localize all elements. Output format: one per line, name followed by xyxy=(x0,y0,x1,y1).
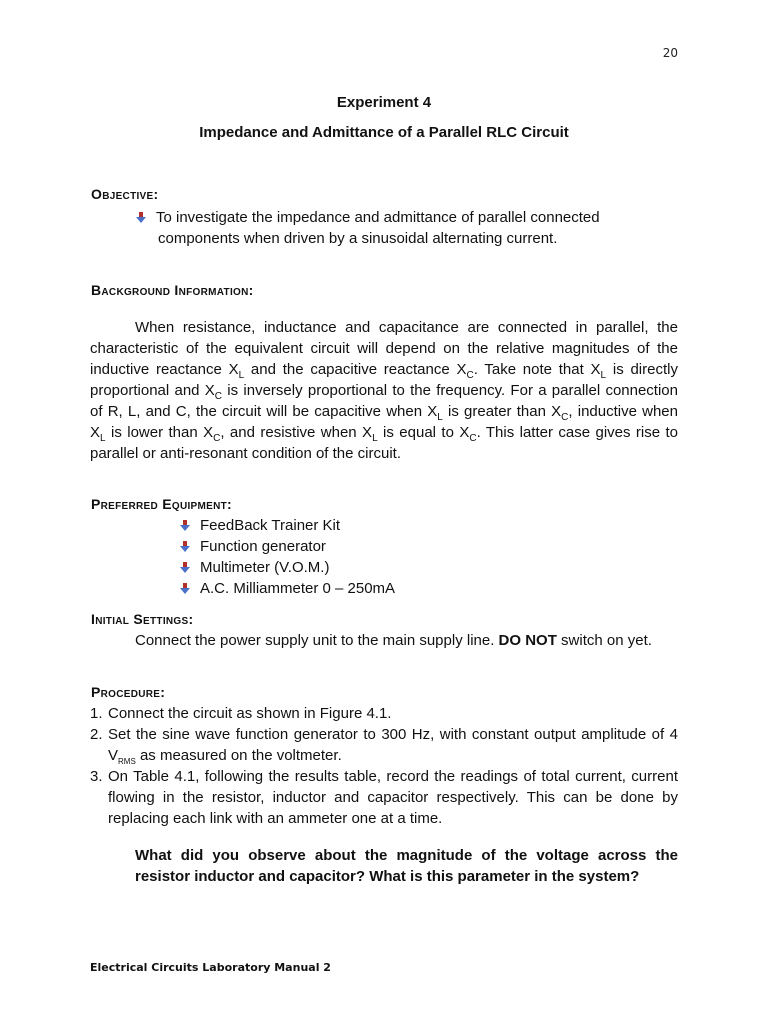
list-item: FeedBack Trainer Kit xyxy=(180,515,395,536)
background-paragraph: When resistance, inductance and capacitance are connected in parallel, the characteristic of the equivalent circuit will depend on the relative magnitudes of the inductive reactance $X_L$ and the capacitive reactance $X_C$. Take note that $X_L$ is directly proportional and $X_C$ is inversely proportional to the frequency. For a parallel connection of R, L, and C, the circuit will be capacitive when $X_L$ is greater than $X_C$, inductive when $X_L$ is lower than $X_C$, and resistive when $X_L$ is equal to $X_C$. This latter case gives rise to parallel or anti-resonant condition of the circuit. xyxy=(90,319,679,462)
bullet-arrow-icon xyxy=(180,583,190,594)
bullet-arrow-icon xyxy=(180,562,190,573)
question-text: What did you observe about the magnitude of the voltage across the resistor inductor and capacitor? What is this parameter in the system? xyxy=(135,847,678,885)
objective-heading: Objective: xyxy=(91,186,159,202)
bullet-arrow-icon xyxy=(180,541,190,552)
list-item: 1. Connect the circuit as shown in Figure 4.1. xyxy=(90,705,392,722)
objective-line-1: To investigate the impedance and admittance of parallel connected xyxy=(156,209,600,226)
initial-settings-text: Connect the power supply unit to the main supply line. DO NOT switch on yet. xyxy=(135,632,652,649)
objective-item xyxy=(136,207,678,249)
list-item: Multimeter (V.O.M.) xyxy=(180,557,395,578)
experiment-label: Experiment 4 xyxy=(336,94,432,111)
list-item: Function generator xyxy=(180,536,395,557)
procedure-heading: Procedure: xyxy=(91,684,166,700)
bullet-arrow-icon xyxy=(136,212,146,223)
equipment-list xyxy=(180,515,395,599)
equipment-heading: Preferred Equipment: xyxy=(91,496,233,512)
procedure-list xyxy=(90,703,678,829)
page-number: 20 xyxy=(662,46,678,60)
objective-line-2: components when driven by a sinusoidal alternating current. xyxy=(158,230,558,247)
initial-settings-heading: Initial Settings: xyxy=(91,611,194,627)
footer: Electrical Circuits Laboratory Manual 2 xyxy=(90,961,331,974)
list-item: 3. On Table 4.1, following the results table, record the readings of total current, current flowing in the resistor, inductor and capacitor respectively. This can be done by replacing each link with an ammeter one at a time. xyxy=(90,768,678,827)
page-title: Impedance and Admittance of a Parallel RLC Circuit xyxy=(199,124,569,141)
list-item: 2. Set the sine wave function generator to 300 Hz, with constant output amplitude of 4 $V_{RMS}$ as measured on the voltmeter. xyxy=(90,726,678,766)
bullet-arrow-icon xyxy=(180,520,190,531)
list-item: A.C. Milliammeter 0 – 250mA xyxy=(180,578,395,599)
background-heading: Background Information: xyxy=(91,282,254,298)
